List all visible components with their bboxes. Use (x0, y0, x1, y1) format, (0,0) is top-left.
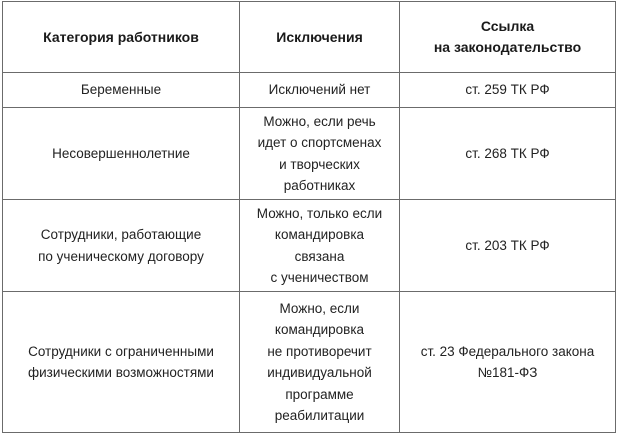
cell-category (3, 200, 240, 292)
cell-line: командировка (274, 322, 365, 337)
cell-law (400, 108, 616, 200)
cell-line: идет о спортсменах (257, 135, 382, 150)
cell-line: и творческих (279, 156, 360, 172)
header-category: Категория работников (3, 2, 240, 73)
cell-category (3, 292, 240, 433)
cell-line: по ученическому договору (38, 248, 204, 264)
cell-line: реабилитации (274, 408, 365, 423)
cell-line: Сотрудники, работающие (40, 227, 202, 242)
cell-line: не противоречит (267, 343, 372, 359)
cell-line: Можно, если (279, 300, 360, 316)
cell-line: Можно, только если (256, 205, 383, 221)
cell-line: ст. 259 ТК РФ (465, 82, 550, 98)
cell-line: ст. 268 ТК РФ (465, 145, 550, 161)
header-law-line: на законодательство (433, 39, 582, 55)
header-law-reference (400, 2, 616, 73)
table-row (3, 73, 616, 108)
table-row (3, 108, 616, 200)
cell-line: работниках (283, 178, 356, 193)
cell-line: №181-ФЗ (477, 365, 538, 380)
table-row (3, 292, 616, 433)
cell-law (400, 200, 616, 292)
cell-line: с ученичеством (270, 270, 369, 285)
header-exceptions: Исключения (240, 2, 400, 73)
table-header-row (3, 2, 616, 73)
cell-exceptions (240, 108, 400, 200)
cell-line: программе (285, 386, 354, 402)
cell-line: Сотрудники с ограниченными (28, 343, 214, 359)
cell-line: физическими возможностями (28, 365, 214, 380)
table-row (3, 200, 616, 292)
cell-law (400, 73, 616, 108)
cell-category (3, 108, 240, 200)
cell-line: ст. 23 Федерального закона (420, 343, 595, 359)
cell-line: Исключений нет (268, 82, 371, 98)
business-trip-exceptions-table (2, 1, 616, 433)
header-law-line: Ссылка (480, 18, 535, 34)
cell-line: связана (294, 248, 345, 264)
cell-line: Беременные (80, 82, 162, 98)
cell-line: Несовершеннолетние (52, 145, 190, 161)
cell-line: Можно, если речь (263, 113, 376, 129)
cell-exceptions (240, 200, 400, 292)
cell-law (400, 292, 616, 433)
cell-category (3, 73, 240, 108)
cell-line: командировка (274, 227, 365, 242)
cell-exceptions (240, 73, 400, 108)
cell-line: индивидуальной (267, 365, 372, 380)
cell-line: ст. 203 ТК РФ (465, 237, 550, 253)
cell-exceptions (240, 292, 400, 433)
